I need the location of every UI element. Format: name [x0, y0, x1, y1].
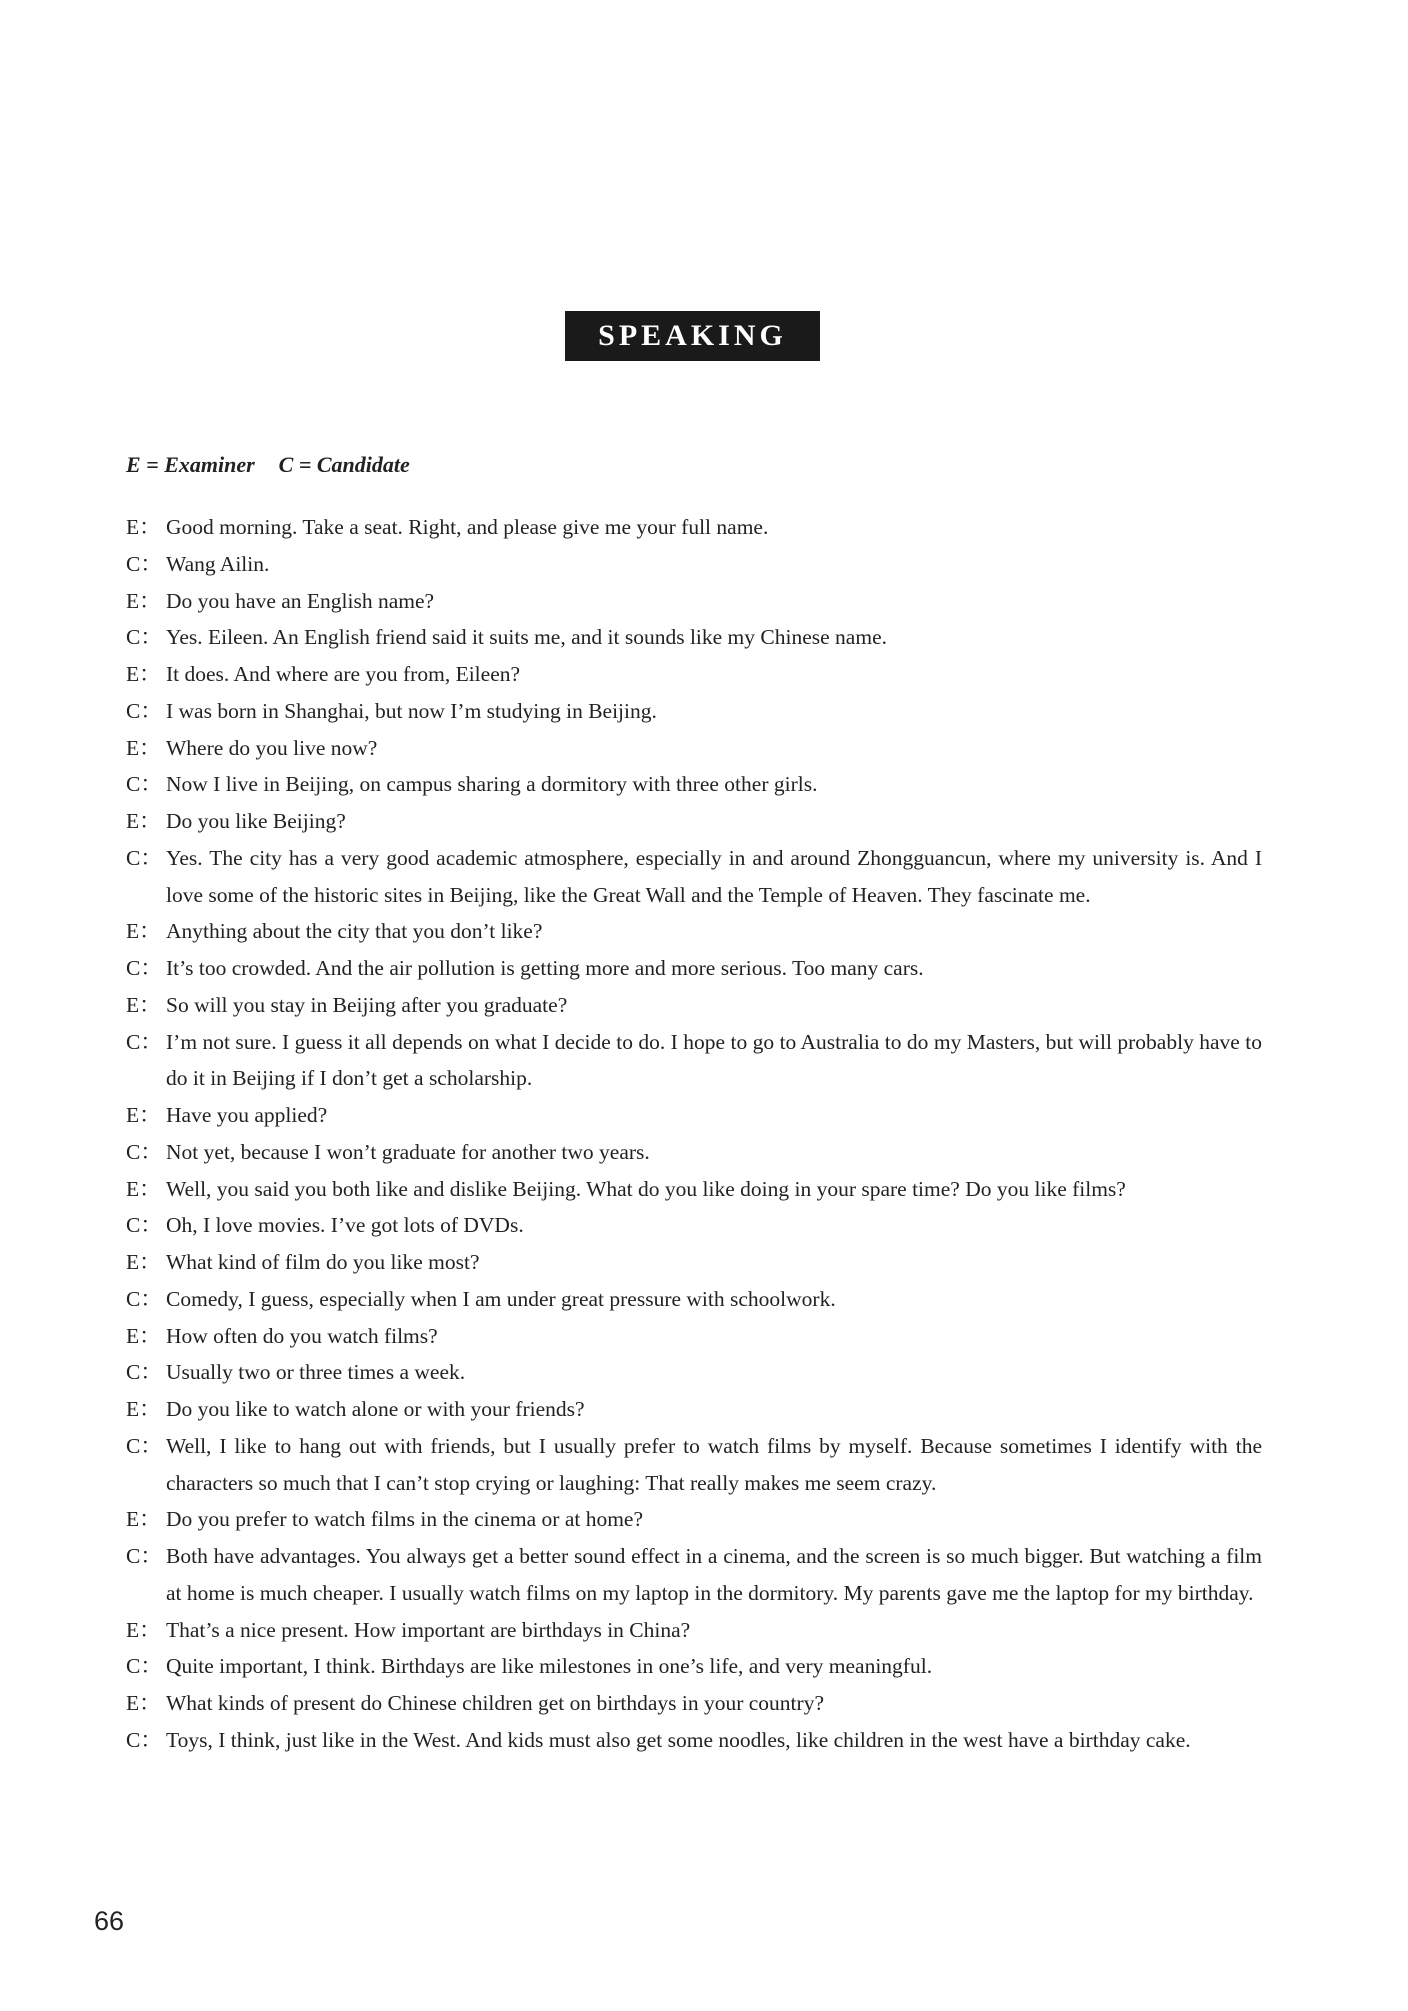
- speaker-label: E：: [126, 1617, 161, 1642]
- speaker-label: C：: [126, 1213, 162, 1238]
- dialogue-text: It’s too crowded. And the air pollution is getting more and more serious. Too many cars.: [166, 956, 924, 980]
- dialogue-line: [126, 913, 1262, 950]
- dialogue-line: [126, 1134, 1262, 1171]
- speaker-label: E：: [126, 992, 161, 1017]
- speaker-label: E：: [126, 1176, 161, 1201]
- dialogue-text: Quite important, I think. Birthdays are like milestones in one’s life, and very meaningful.: [166, 1654, 933, 1679]
- dialogue-line: [126, 1538, 1262, 1612]
- speaker-label: E：: [126, 1250, 161, 1274]
- speaker-label: C：: [126, 1544, 162, 1568]
- speaker-label: E：: [126, 515, 161, 539]
- speaker-label: E：: [126, 1397, 161, 1421]
- dialogue-line: [126, 656, 1262, 693]
- dialogue-text: Do you like Beijing?: [166, 809, 346, 833]
- dialogue-line: [126, 950, 1262, 987]
- speaker-label: C：: [126, 1360, 162, 1385]
- dialogue-line: [126, 583, 1262, 620]
- dialogue-line: [126, 1501, 1262, 1538]
- dialogue-line: [126, 1024, 1262, 1098]
- dialogue-line: [126, 546, 1262, 583]
- dialogue-line: [126, 766, 1262, 803]
- dialogue-line: [126, 1391, 1262, 1428]
- dialogue-line: [126, 1318, 1262, 1355]
- dialogue-line: [126, 1207, 1262, 1244]
- speaker-label: E：: [126, 809, 161, 833]
- dialogue-text: What kinds of present do Chinese children get on birthdays in your country?: [166, 1691, 824, 1715]
- dialogue-text: That’s a nice present. How important are birthdays in China?: [166, 1617, 691, 1642]
- dialogue-line: [126, 1097, 1262, 1134]
- dialogue-text: Yes. The city has a very good academic atmosphere, especially in and around Zhongguancun, where my university is. And I love some of the historic sites in Beijing, like the Great Wall and the Temple of Heaven. They fascinate me.: [166, 845, 1262, 907]
- dialogue-line: [126, 693, 1262, 730]
- dialogue-text: What kind of film do you like most?: [166, 1250, 480, 1274]
- speaker-label: E：: [126, 1691, 161, 1715]
- speaker-label: C：: [126, 698, 162, 723]
- dialogue-line: [126, 1281, 1262, 1318]
- dialogue-text: Do you like to watch alone or with your friends?: [166, 1397, 585, 1421]
- dialogue-line: [126, 509, 1262, 546]
- speaker-label: C：: [126, 1727, 162, 1752]
- speaker-label: C：: [126, 956, 162, 980]
- speaker-label: C：: [126, 772, 162, 797]
- speaker-label: E：: [126, 1323, 161, 1348]
- dialogue-text: Where do you live now?: [166, 735, 378, 760]
- speaker-legend: [126, 452, 410, 478]
- speaker-label: C：: [126, 845, 162, 870]
- speaker-label: E：: [126, 1103, 161, 1127]
- dialogue-text: I was born in Shanghai, but now I’m studying in Beijing.: [166, 698, 657, 723]
- speaker-label: E：: [126, 919, 161, 944]
- dialogue-text: Yes. Eileen. An English friend said it suits me, and it sounds like my Chinese name.: [166, 625, 887, 650]
- dialogue-text: Anything about the city that you don’t like?: [166, 919, 543, 944]
- dialogue-text: I’m not sure. I guess it all depends on what I decide to do. I hope to go to Australia to do my Masters, but will probably have to do it in Beijing if I don’t get a scholarship.: [166, 1029, 1262, 1091]
- dialogue-text: How often do you watch films?: [166, 1323, 438, 1348]
- dialogue-line: [126, 1244, 1262, 1281]
- dialogue-line: [126, 1648, 1262, 1685]
- speaker-label: C：: [126, 1029, 162, 1054]
- dialogue-text: Usually two or three times a week.: [166, 1360, 466, 1385]
- dialogue-line: [126, 987, 1262, 1024]
- dialogue-text: Wang Ailin.: [166, 551, 270, 576]
- speaker-label: E：: [126, 662, 161, 686]
- speaker-label: C：: [126, 551, 162, 576]
- dialogue-text: Have you applied?: [166, 1103, 328, 1127]
- dialogue-text: Good morning. Take a seat. Right, and please give me your full name.: [166, 515, 769, 539]
- section-title: SPEAKING: [565, 311, 820, 361]
- dialogue-line: [126, 619, 1262, 656]
- dialogue-text: Both have advantages. You always get a better sound effect in a cinema, and the screen is so much bigger. But watching a film at home is much cheaper. I usually watch films on my laptop in the dormitory. My parents gave me the laptop for my birthday.: [166, 1544, 1262, 1605]
- dialogue-text: It does. And where are you from, Eileen?: [166, 662, 521, 686]
- dialogue-line: [126, 730, 1262, 767]
- speaker-label: C：: [126, 1286, 162, 1311]
- speaker-label: C：: [126, 625, 162, 650]
- speaker-label: E：: [126, 735, 161, 760]
- dialogue-line: [126, 1722, 1262, 1759]
- speaker-label: C：: [126, 1433, 162, 1458]
- dialogue-line: [126, 1354, 1262, 1391]
- dialogue-text: Do you have an English name?: [166, 588, 435, 613]
- speaker-label: E：: [126, 1507, 161, 1532]
- dialogue-text: Comedy, I guess, especially when I am under great pressure with schoolwork.: [166, 1286, 836, 1311]
- speaker-label: C：: [126, 1654, 162, 1679]
- dialogue-line: [126, 1428, 1262, 1502]
- dialogue-text: So will you stay in Beijing after you graduate?: [166, 992, 568, 1017]
- speaker-label: E：: [126, 588, 161, 613]
- dialogue-text: Not yet, because I won’t graduate for another two years.: [166, 1139, 650, 1164]
- dialogue-text: Do you prefer to watch films in the cinema or at home?: [166, 1507, 644, 1532]
- dialogue-transcript: [126, 509, 1262, 1759]
- legend-examiner: E = Examiner: [126, 452, 255, 477]
- speaker-label: C：: [126, 1139, 162, 1164]
- dialogue-text: Well, I like to hang out with friends, but I usually prefer to watch films by myself. Because sometimes I identify with the characters so much that I can’t stop crying or laughing: That really makes me seem crazy.: [166, 1433, 1262, 1495]
- page-number: 66: [94, 1906, 125, 1936]
- dialogue-line: [126, 803, 1262, 840]
- dialogue-line: [126, 1612, 1262, 1649]
- dialogue-text: Well, you said you both like and dislike Beijing. What do you like doing in your spare time? Do you like films?: [166, 1176, 1126, 1201]
- dialogue-line: [126, 1171, 1262, 1208]
- dialogue-line: [126, 1685, 1262, 1722]
- dialogue-text: Toys, I think, just like in the West. And kids must also get some noodles, like children in the west have a birthday cake.: [166, 1727, 1191, 1752]
- dialogue-text: Now I live in Beijing, on campus sharing a dormitory with three other girls.: [166, 772, 818, 797]
- legend-candidate: C = Candidate: [278, 452, 410, 477]
- dialogue-text: Oh, I love movies. I’ve got lots of DVDs.: [166, 1213, 524, 1238]
- dialogue-line: [126, 840, 1262, 914]
